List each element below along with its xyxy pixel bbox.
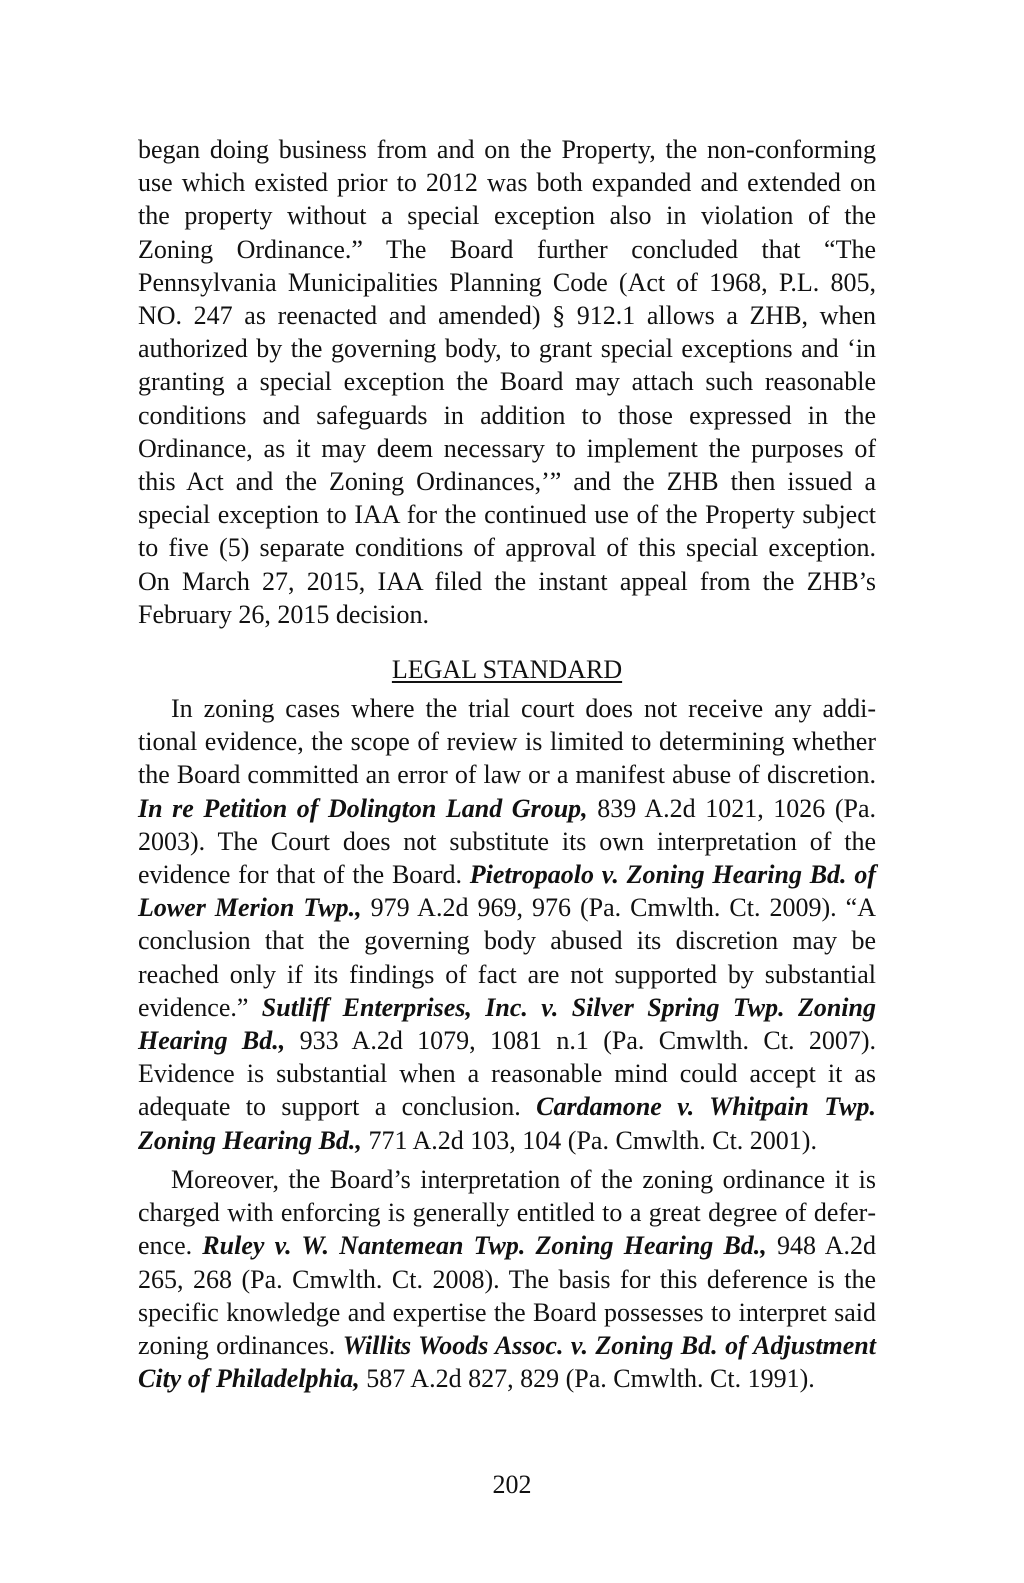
case-citation: Cardamone v. Whitpain Twp. Zoning Hearing Bd., <box>138 1092 876 1155</box>
case-citation: In re Petition of Dolington Land Group, <box>138 793 588 823</box>
paragraph-text: Moreover, the Board’s interpretation of the zoning ordinance it is charged with enforcing is generally entitled to a great degree of deference. <box>138 1164 876 1261</box>
section-heading <box>138 653 876 686</box>
opening-paragraph: began doing business from and on the Property, the non-conforming use which existed prior to 2012 was both expanded and extended on the property without a special exception also in violation of the Zoning Ordinance.” The Board further concluded that “The Pennsylvania Municipalities Planning Code (Act of 1968, P.L. 805, NO. 247 as reenacted and amended) § 912.1 allows a ZHB, when authorized by the governing body, to grant special exceptions and ‘in granting a special exception the Board may attach such reasonable conditions and safeguards in addition to those expressed in the Ordinance, as it may deem necessary to implement the purposes of this Act and the Zoning Ordinances,’” and the ZHB then issued a special exception to IAA for the continued use of the Property subject to five (5) separate conditions of approval of this special exception. On March 27, 2015, IAA filed the instant appeal from the ZHB’s February 26, 2015 decision. <box>138 135 876 629</box>
paragraph-text: 771 A.2d 103, 104 (Pa. Cmwlth. Ct. 2001). <box>361 1125 817 1155</box>
paragraph-text: 933 A.2d 1079, 1081 n.1 (Pa. Cmwlth. Ct. 2007). Evidence is substantial when a reasonable mind could accept it as adequate to support a conclusion. <box>138 1026 876 1122</box>
case-citation: Pietropaolo v. Zoning Hearing Bd. of Lower Merion Twp., <box>138 860 876 923</box>
paragraph-text: 839 A.2d 1021, 1026 (Pa. 2003). The Court does not substitute its own interpretation of the evidence for that of the Board. <box>138 793 877 890</box>
paragraph-text: 587 A.2d 827, 829 (Pa. Cmwlth. Ct. 1991). <box>359 1364 815 1394</box>
paragraph-text: 979 A.2d 969, 976 (Pa. Cmwlth. Ct. 2009). “A conclusion that the governing body abused its discretion may be reached only if its findings of fact are not supported by substantial evidence.” <box>138 893 876 1022</box>
legal-standard-paragraph <box>138 692 876 1157</box>
deference-paragraph <box>138 1163 876 1395</box>
case-citation: Ruley v. W. Nantemean Twp. Zoning Hearing Bd., <box>202 1231 767 1261</box>
section-heading-text: LEGAL STANDARD <box>391 655 623 685</box>
paragraph-text: 948 A.2d 265, 268 (Pa. Cmwlth. Ct. 2008). The basis for this deference is the specific knowledge and expertise the Board possesses to interpret said zoning ordinances. <box>138 1231 876 1360</box>
paragraph-text: In zoning cases where the trial court does not receive any additional evidence, the scope of review is limited to determining whether the Board committed an error of law or a manifest abuse of discretion. <box>138 694 876 790</box>
document-page <box>138 133 876 1395</box>
case-citation: Willits Woods Assoc. v. Zoning Bd. of Adjustment City of Philadelphia, <box>138 1330 876 1394</box>
page-number: 202 <box>492 1470 532 1499</box>
case-citation: Sutliff Enterprises, Inc. v. Silver Spring Twp. Zoning Hearing Bd., <box>138 992 876 1056</box>
